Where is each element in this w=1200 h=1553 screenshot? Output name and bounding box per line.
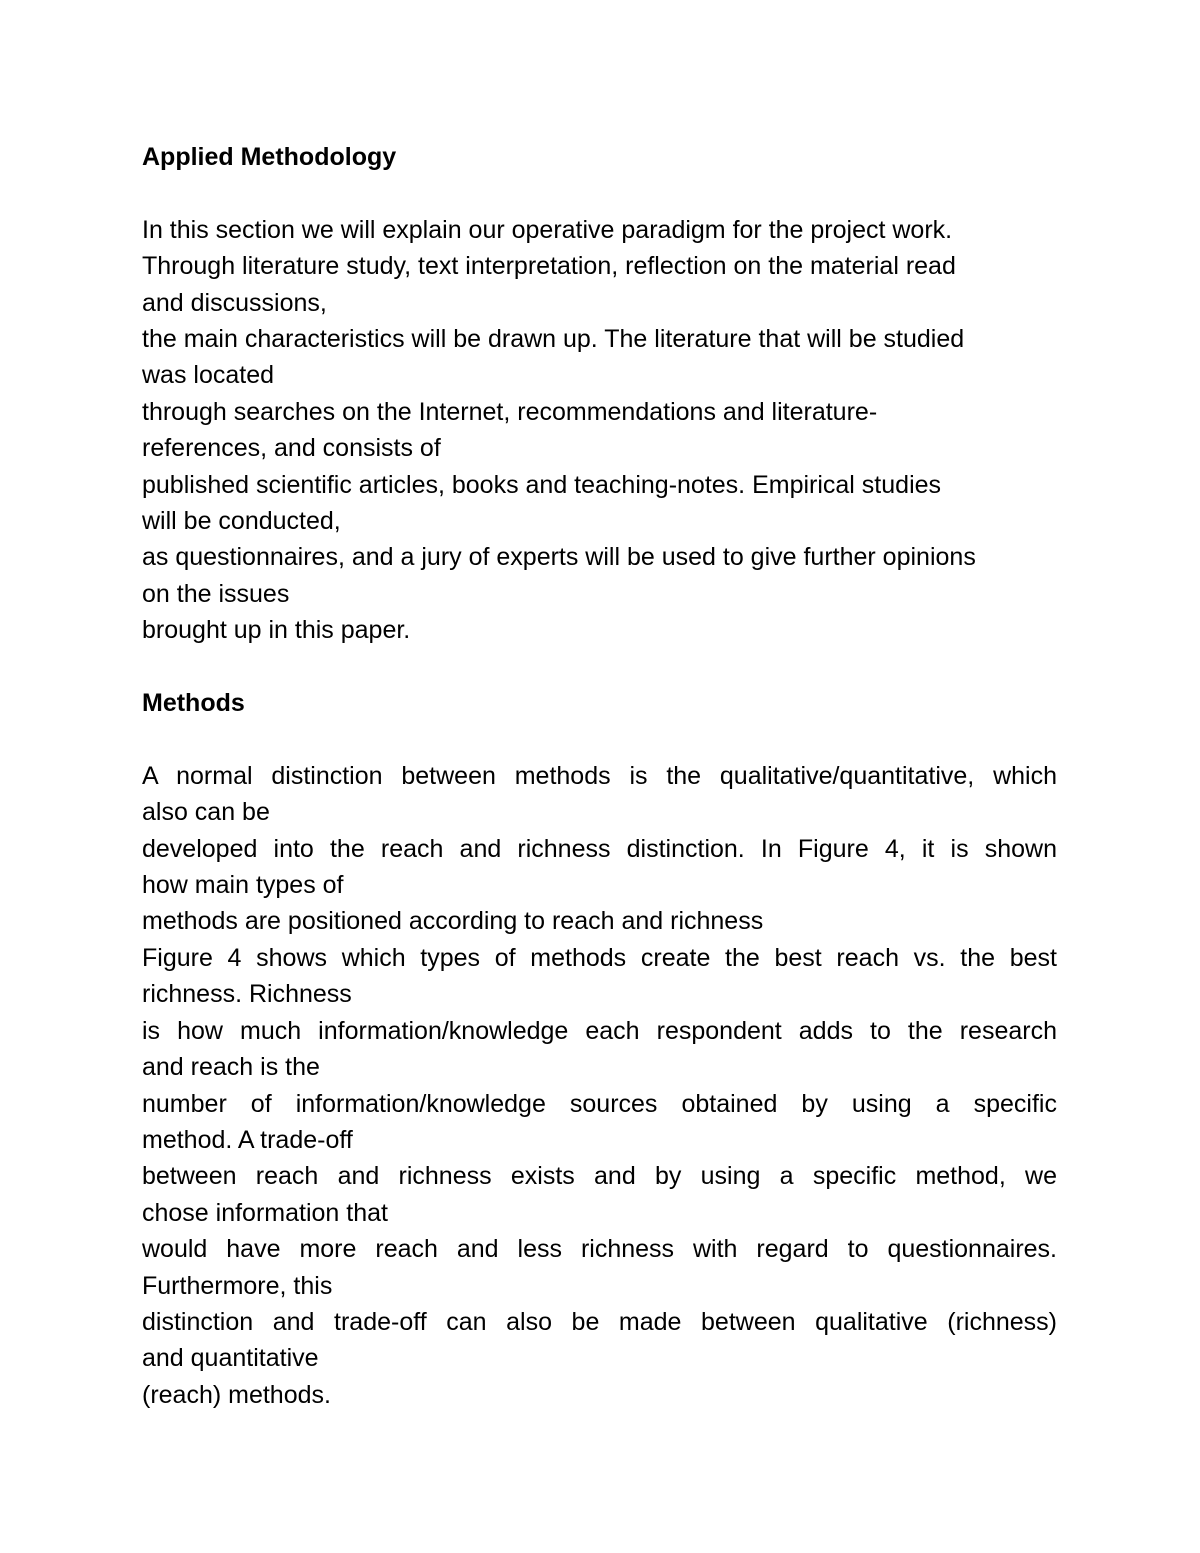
- text-line: and reach is the: [142, 1053, 320, 1082]
- text-line: references, and consists of: [142, 434, 441, 463]
- text-line: was located: [142, 361, 275, 390]
- text-line: published scientific articles, books and teaching-notes. Empirical studies: [142, 470, 942, 499]
- text-line: would have more reach and less richness with regard to questionnaires.: [142, 1235, 1057, 1264]
- text-line: richness. Richness: [142, 980, 352, 1009]
- text-line: will be conducted,: [142, 507, 341, 536]
- text-line: how main types of: [142, 871, 344, 900]
- document-body: [142, 139, 1057, 1413]
- section-heading: Applied Methodology: [142, 143, 397, 171]
- text-line: chose information that: [142, 1198, 388, 1227]
- heading-gap: [142, 721, 1057, 757]
- text-line: also can be: [142, 798, 270, 827]
- section-heading: Methods: [142, 689, 245, 718]
- text-line: Furthermore, this: [142, 1271, 333, 1300]
- text-line: and discussions,: [142, 288, 327, 317]
- text-line: developed into the reach and richness distinction. In Figure 4, it is shown: [142, 834, 1057, 863]
- text-line: A normal distinction between methods is the qualitative/quantitative, which: [142, 761, 1057, 790]
- text-line: between reach and richness exists and by using a specific method, we: [142, 1162, 1057, 1191]
- text-line: methods are positioned according to reach and richness: [142, 907, 764, 936]
- text-line: the main characteristics will be drawn up. The literature that will be studied: [142, 325, 965, 354]
- text-line: on the issues: [142, 579, 290, 608]
- text-line: method. A trade-off: [142, 1125, 353, 1154]
- text-line: brought up in this paper.: [142, 616, 411, 645]
- text-line: In this section we will explain our operative paradigm for the project work.: [142, 215, 953, 244]
- heading-gap: [142, 175, 1057, 211]
- text-line: is how much information/knowledge each respondent adds to the research: [142, 1016, 1057, 1045]
- section-gap: [142, 649, 1057, 685]
- text-line: and quantitative: [142, 1344, 319, 1373]
- text-line: through searches on the Internet, recommendations and literature-: [142, 397, 878, 426]
- text-line: number of information/knowledge sources obtained by using a specific: [142, 1089, 1057, 1118]
- text-line: distinction and trade-off can also be made between qualitative (richness): [142, 1307, 1057, 1336]
- text-line: Through literature study, text interpretation, reflection on the material read: [142, 252, 956, 281]
- text-line: Figure 4 shows which types of methods create the best reach vs. the best: [142, 943, 1057, 972]
- text-line: as questionnaires, and a jury of experts will be used to give further opinions: [142, 543, 976, 572]
- text-line: (reach) methods.: [142, 1380, 331, 1409]
